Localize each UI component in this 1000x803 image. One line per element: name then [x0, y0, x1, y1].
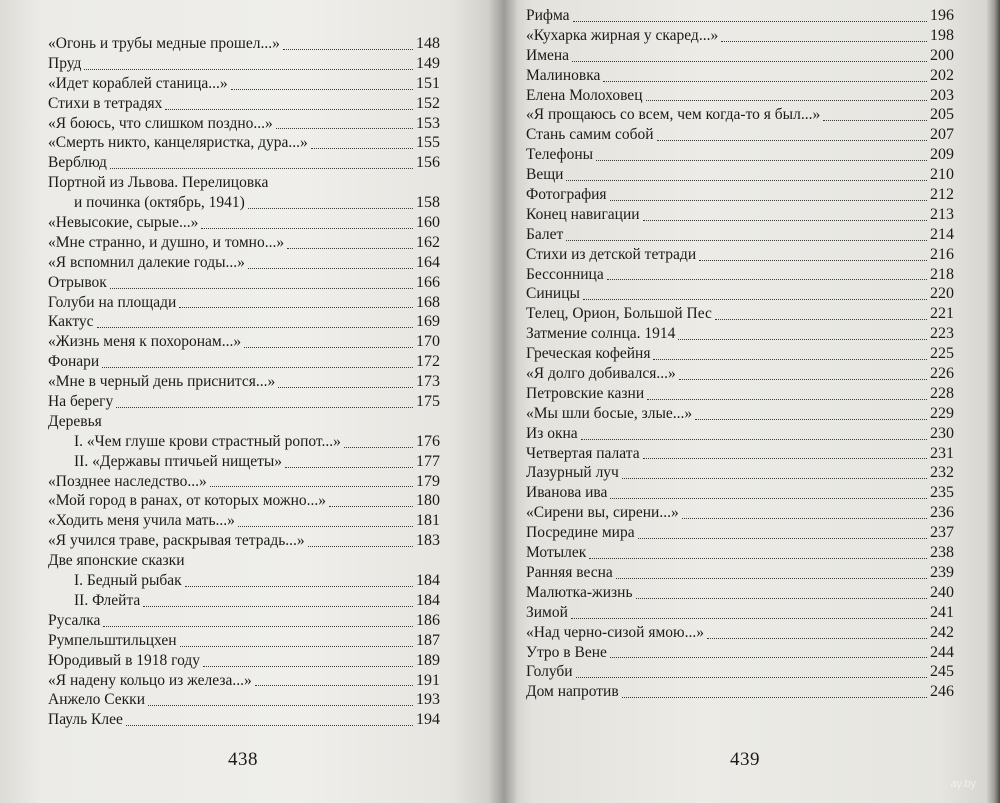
dot-leader	[126, 720, 413, 726]
toc-entry	[48, 273, 440, 293]
toc-entry-page: 196	[930, 7, 954, 24]
toc-entry-page: 240	[930, 583, 954, 601]
toc-entry-page: 173	[416, 373, 440, 391]
toc-entry-page: 164	[416, 253, 440, 271]
toc-entry-title: I. «Чем глуше крови страстный ропот...»	[74, 432, 341, 450]
toc-entry-page: 181	[416, 512, 440, 530]
toc-entry-page: 194	[416, 711, 440, 729]
toc-entry-title: «Я долго добивался...»	[526, 365, 676, 383]
toc-entry-title: Русалка	[48, 611, 101, 629]
toc-entry-title: «Я надену кольцо из железа...»	[48, 671, 252, 689]
toc-entry-page: 230	[930, 424, 954, 442]
toc-entry-title: Фонари	[48, 353, 100, 371]
toc-entry-title: Посредине мира	[526, 524, 635, 542]
dot-leader	[607, 274, 927, 280]
dot-leader	[97, 322, 413, 328]
dot-leader	[678, 334, 927, 340]
toc-entry-page: 149	[416, 54, 440, 72]
dot-leader	[589, 553, 927, 559]
toc-entry-title: Голуби	[526, 663, 573, 681]
toc-entry-title: «Над черно-сизой ямою...»	[526, 623, 704, 641]
book-edge	[986, 0, 1000, 803]
toc-entry	[48, 94, 440, 114]
toc-entry-title: Юродивый в 1918 году	[48, 651, 201, 669]
toc-entry-page: 172	[416, 353, 440, 371]
toc-entry-title: Две японские сказки	[48, 552, 185, 570]
toc-entry-title: II. «Державы птичьей нищеты»	[74, 452, 283, 470]
toc-entry-title: «Идет кораблей станица...»	[48, 74, 228, 92]
toc-entry-title: Телец, Орион, Большой Пес	[526, 305, 712, 323]
toc-entry	[48, 372, 440, 392]
toc-entry	[526, 185, 954, 205]
dot-leader	[238, 521, 413, 527]
toc-entry-title: Анжело Секки	[48, 691, 145, 709]
dot-leader	[715, 314, 927, 320]
left-toc-list	[48, 34, 440, 730]
toc-entry-page: 179	[416, 472, 440, 490]
toc-entry	[526, 384, 954, 404]
dot-leader	[311, 143, 413, 149]
toc-entry	[526, 245, 954, 265]
toc-entry-title: «Невысокие, сырые...»	[48, 214, 199, 232]
dot-leader	[148, 700, 413, 706]
toc-entry	[48, 213, 440, 233]
dot-leader	[231, 84, 413, 90]
toc-entry-title: «Я боюсь, что слишком поздно...»	[48, 114, 273, 132]
toc-entry-page: 203	[930, 86, 954, 104]
dot-leader	[244, 342, 413, 348]
toc-entry	[526, 583, 954, 603]
toc-entry-title: Мотылек	[526, 544, 587, 562]
toc-entry-page: 237	[930, 524, 954, 542]
toc-entry	[526, 682, 954, 702]
toc-entry-page: 245	[930, 663, 954, 681]
dot-leader	[165, 104, 413, 110]
dot-leader	[283, 44, 413, 50]
toc-entry-title: Телефоны	[526, 146, 594, 164]
toc-entry	[526, 563, 954, 583]
toc-entry-page: 152	[416, 94, 440, 112]
toc-entry	[526, 503, 954, 523]
toc-entry	[48, 531, 440, 551]
toc-entry	[526, 324, 954, 344]
dot-leader	[210, 481, 413, 487]
dot-leader	[596, 155, 927, 161]
toc-entry-page: 193	[416, 691, 440, 709]
toc-entry-page: 151	[416, 74, 440, 92]
toc-entry-page: 213	[930, 205, 954, 223]
dot-leader	[643, 453, 927, 459]
toc-entry-page: 236	[930, 504, 954, 522]
toc-entry-page: 220	[930, 285, 954, 303]
toc-entry	[526, 463, 954, 483]
toc-entry-title: Кактус	[48, 313, 94, 331]
dot-leader	[248, 203, 413, 209]
toc-entry-page: 216	[930, 245, 954, 263]
toc-entry	[48, 114, 440, 134]
toc-entry-title: Синицы	[526, 285, 580, 303]
dot-leader	[643, 215, 927, 221]
toc-entry-page: 183	[416, 532, 440, 550]
toc-entry-title: и починка (октябрь, 1941)	[74, 194, 245, 212]
toc-entry	[48, 551, 440, 571]
dot-leader	[110, 163, 413, 169]
dot-leader	[622, 692, 927, 698]
toc-entry	[48, 34, 440, 54]
toc-entry	[48, 631, 440, 651]
toc-entry	[48, 491, 440, 511]
toc-entry-page: 155	[416, 134, 440, 152]
toc-entry	[526, 165, 954, 185]
toc-entry-page: 156	[416, 154, 440, 172]
toc-entry	[48, 133, 440, 153]
toc-entry	[526, 404, 954, 424]
toc-entry-page: 244	[930, 643, 954, 661]
dot-leader	[603, 76, 927, 82]
toc-entry-page: 226	[930, 365, 954, 383]
toc-entry-title: «Я вспомнил далекие годы...»	[48, 253, 245, 271]
toc-entry-page: 160	[416, 214, 440, 232]
dot-leader	[576, 672, 927, 678]
toc-entry	[526, 105, 954, 125]
dot-leader	[329, 501, 413, 507]
dot-leader	[682, 513, 927, 519]
toc-entry	[48, 352, 440, 372]
toc-entry-title: На берегу	[48, 393, 114, 411]
toc-entry	[526, 145, 954, 165]
toc-entry-page: 180	[416, 492, 440, 510]
toc-entry-page: 205	[930, 106, 954, 124]
toc-entry-title: Из окна	[526, 424, 578, 442]
toc-entry-title: «Смерть никто, канцеляристка, дура...»	[48, 134, 308, 152]
toc-entry-title: Малиновка	[526, 66, 601, 84]
dot-leader	[571, 613, 927, 619]
toc-entry-page: 209	[930, 146, 954, 164]
toc-entry-page: 202	[930, 66, 954, 84]
dot-leader	[699, 255, 927, 261]
dot-leader	[566, 235, 927, 241]
toc-entry-title: «Мне странно, и душно, и томно...»	[48, 233, 285, 251]
toc-entry-page: 214	[930, 225, 954, 243]
dot-leader	[707, 633, 927, 639]
toc-entry-page: 239	[930, 563, 954, 581]
toc-entry	[48, 710, 440, 730]
toc-entry	[48, 332, 440, 352]
toc-entry	[526, 643, 954, 663]
toc-entry	[526, 523, 954, 543]
toc-entry	[48, 671, 440, 691]
dot-leader	[646, 95, 928, 101]
toc-entry-title: Конец навигации	[526, 205, 640, 223]
dot-leader	[276, 123, 413, 129]
toc-entry	[526, 86, 954, 106]
toc-entry	[48, 253, 440, 273]
dot-leader	[255, 680, 413, 686]
toc-entry	[48, 233, 440, 253]
toc-entry-title: «Жизнь меня к похоронам...»	[48, 333, 242, 351]
toc-entry-title: «Огонь и трубы медные прошел...»	[48, 35, 280, 52]
toc-entry-title: «Я прощаюсь со всем, чем когда-то я был...»	[526, 106, 821, 124]
toc-entry-title: Пруд	[48, 54, 82, 72]
toc-entry-title: Затмение солнца. 1914	[526, 325, 676, 343]
toc-entry-title: Зимой	[526, 603, 568, 621]
dot-leader	[203, 661, 413, 667]
dot-leader	[657, 135, 927, 141]
toc-entry	[48, 74, 440, 94]
toc-entry-title: Имена	[526, 46, 570, 64]
toc-entry-title: «Мы шли босые, злые...»	[526, 404, 693, 422]
dot-leader	[84, 64, 413, 70]
toc-entry	[526, 284, 954, 304]
toc-entry	[526, 304, 954, 324]
dot-leader	[179, 302, 413, 308]
toc-entry	[526, 623, 954, 643]
toc-entry	[526, 543, 954, 563]
toc-entry	[48, 392, 440, 412]
toc-entry	[526, 424, 954, 444]
dot-leader	[287, 243, 413, 249]
toc-entry-page: 169	[416, 313, 440, 331]
toc-entry	[526, 225, 954, 245]
toc-entry-page: 221	[930, 305, 954, 323]
toc-entry-title: «Я учился траве, раскрывая тетрадь...»	[48, 532, 305, 550]
toc-entry-page: 158	[416, 194, 440, 212]
dot-leader	[248, 263, 413, 269]
dot-leader	[610, 195, 927, 201]
toc-entry-title: II. Флейта	[74, 591, 141, 609]
dot-leader	[308, 541, 413, 547]
toc-entry	[48, 611, 440, 631]
toc-entry-page: 166	[416, 273, 440, 291]
right-page	[502, 0, 1000, 803]
toc-entry-title: «Мне в черный день приснится...»	[48, 373, 276, 391]
toc-entry	[526, 6, 954, 26]
toc-entry-title: Голуби на площади	[48, 293, 177, 311]
toc-entry-page: 191	[416, 671, 440, 689]
toc-entry	[48, 571, 440, 591]
dot-leader	[653, 354, 927, 360]
toc-entry	[48, 511, 440, 531]
toc-entry-page: 175	[416, 393, 440, 411]
toc-entry-title: Иванова ива	[526, 484, 608, 502]
toc-entry-title: Дом напротив	[526, 683, 619, 701]
toc-entry-title: Балет	[526, 225, 564, 243]
left-page-number: 438	[228, 749, 258, 770]
dot-leader	[573, 16, 927, 22]
toc-entry-page: 225	[930, 345, 954, 363]
toc-entry	[48, 153, 440, 173]
dot-leader	[636, 593, 927, 599]
toc-entry-title: «Ходить меня учила мать...»	[48, 512, 235, 530]
toc-entry-title: Румпельштильцхен	[48, 631, 177, 649]
toc-entry	[48, 312, 440, 332]
toc-entry-page: 170	[416, 333, 440, 351]
toc-entry-page: 218	[930, 265, 954, 283]
toc-entry-title: I. Бедный рыбак	[74, 572, 182, 590]
toc-entry	[526, 662, 954, 682]
toc-entry-page: 162	[416, 233, 440, 251]
toc-entry-title: Малютка-жизнь	[526, 583, 633, 601]
toc-entry-page: 200	[930, 46, 954, 64]
toc-entry-title: Греческая кофейня	[526, 345, 651, 363]
toc-entry-title: Отрывок	[48, 273, 107, 291]
toc-entry-title: Рифма	[526, 7, 570, 24]
toc-entry-title: Вещи	[526, 166, 564, 184]
toc-entry	[48, 651, 440, 671]
dot-leader	[278, 382, 413, 388]
toc-entry	[526, 265, 954, 285]
toc-entry-title: Деревья	[48, 412, 102, 430]
toc-entry-page: 228	[930, 384, 954, 402]
dot-leader	[823, 115, 927, 121]
toc-entry	[526, 205, 954, 225]
toc-entry-page: 187	[416, 631, 440, 649]
toc-entry-page: 210	[930, 166, 954, 184]
toc-entry-title: Верблюд	[48, 154, 107, 172]
toc-entry-title: Петровские казни	[526, 384, 645, 402]
toc-entry	[526, 46, 954, 66]
toc-entry-title: Портной из Львова. Перелицовка	[48, 174, 269, 192]
toc-entry-page: 231	[930, 444, 954, 462]
toc-entry	[526, 125, 954, 145]
toc-entry-title: Фотография	[526, 186, 607, 204]
toc-entry-page: 232	[930, 464, 954, 482]
toc-entry-title: «Мой город в ранах, от которых можно...»	[48, 492, 326, 510]
toc-entry-title: Стань самим собой	[526, 126, 654, 144]
toc-entry-page: 168	[416, 293, 440, 311]
toc-entry	[526, 603, 954, 623]
toc-entry-page: 153	[416, 114, 440, 132]
toc-entry-title: Четвертая палата	[526, 444, 640, 462]
dot-leader	[344, 442, 413, 448]
dot-leader	[647, 394, 927, 400]
watermark: ay.by	[950, 778, 976, 790]
toc-entry-page: 246	[930, 683, 954, 701]
toc-entry	[526, 444, 954, 464]
dot-leader	[116, 402, 413, 408]
toc-entry	[48, 54, 440, 74]
dot-leader	[180, 641, 413, 647]
toc-entry-title: Елена Молоховец	[526, 86, 643, 104]
right-toc-list	[526, 6, 954, 702]
dot-leader	[185, 581, 413, 587]
dot-leader	[103, 621, 413, 627]
toc-entry-title: Утро в Вене	[526, 643, 607, 661]
toc-entry-page: 235	[930, 484, 954, 502]
toc-entry-title: «Сирени вы, сирени...»	[526, 504, 679, 522]
right-page-number: 439	[730, 749, 760, 770]
toc-entry	[526, 364, 954, 384]
toc-entry	[48, 432, 440, 452]
toc-entry-title: «Кухарка жирная у скаред...»	[526, 26, 719, 44]
toc-entry-title: Ранняя весна	[526, 563, 613, 581]
toc-entry-title: Лазурный луч	[526, 464, 619, 482]
toc-entry-page: 198	[930, 26, 954, 44]
toc-entry-page: 184	[416, 572, 440, 590]
dot-leader	[622, 473, 927, 479]
toc-entry-page: 207	[930, 126, 954, 144]
dot-leader	[679, 374, 927, 380]
toc-entry-page: 241	[930, 603, 954, 621]
toc-entry	[526, 344, 954, 364]
toc-entry	[48, 293, 440, 313]
toc-entry-page: 229	[930, 404, 954, 422]
toc-entry-page: 186	[416, 611, 440, 629]
dot-leader	[583, 294, 927, 300]
toc-entry-page: 212	[930, 186, 954, 204]
dot-leader	[610, 493, 927, 499]
toc-entry	[48, 690, 440, 710]
dot-leader	[572, 56, 927, 62]
toc-entry-title: Пауль Клее	[48, 711, 123, 729]
dot-leader	[638, 533, 927, 539]
dot-leader	[110, 283, 413, 289]
dot-leader	[201, 223, 413, 229]
toc-entry-title: Стихи из детской тетради	[526, 245, 697, 263]
dot-leader	[581, 434, 927, 440]
dot-leader	[695, 414, 927, 420]
toc-entry-page: 238	[930, 544, 954, 562]
toc-entry-title: Бессонница	[526, 265, 604, 283]
toc-entry-page: 189	[416, 651, 440, 669]
dot-leader	[610, 652, 927, 658]
dot-leader	[143, 601, 413, 607]
toc-entry-page: 242	[930, 623, 954, 641]
toc-entry	[48, 452, 440, 472]
toc-entry	[526, 26, 954, 46]
toc-entry	[526, 66, 954, 86]
dot-leader	[616, 573, 927, 579]
toc-entry-page: 223	[930, 325, 954, 343]
dot-leader	[102, 362, 413, 368]
toc-entry-page: 177	[416, 452, 440, 470]
toc-entry	[48, 472, 440, 492]
toc-entry-title: Стихи в тетрадях	[48, 94, 163, 112]
toc-entry-page: 176	[416, 432, 440, 450]
dot-leader	[721, 36, 927, 42]
toc-entry	[526, 483, 954, 503]
dot-leader	[566, 175, 927, 181]
toc-entry	[48, 591, 440, 611]
toc-entry-page: 148	[416, 35, 440, 52]
toc-entry	[48, 193, 440, 213]
dot-leader	[285, 462, 413, 468]
toc-entry-page: 184	[416, 591, 440, 609]
toc-entry-title: «Позднее наследство...»	[48, 472, 207, 490]
toc-entry	[48, 412, 440, 432]
toc-entry	[48, 173, 440, 193]
